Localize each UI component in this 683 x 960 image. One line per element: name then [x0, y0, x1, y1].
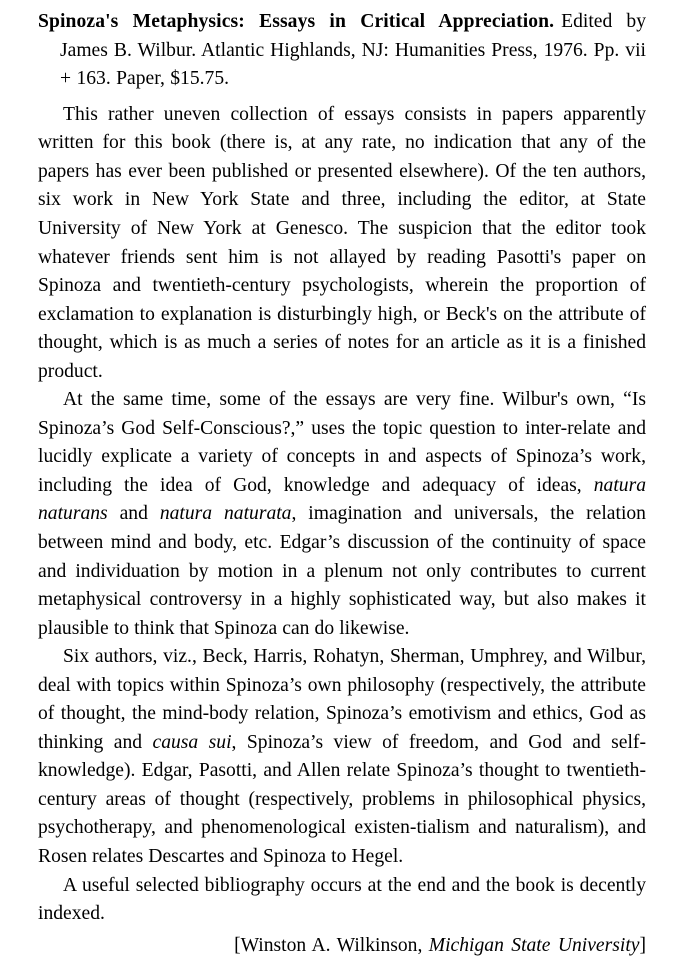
p3-seg-0: Six authors, viz., Beck, Harris, Rohatyn, Sherman, Umphrey, and Wilbur, deal with topics within Spinoza’s own philosophy (respectively, the attribute of thought, the mind-body relation, Spinoza’s emotivism and ethics, God as thinking and [38, 646, 646, 753]
review-paragraph-3 [38, 643, 646, 871]
p3-seg-2: , Spinoza’s view of freedom, and God and self-knowledge). Edgar, Pasotti, and Allen relate Spinoza’s thought to twentieth-century areas of thought (respectively, problems in philosophical physics, psychotherapy, and phenomenological existen-tialism and naturalism), and Rosen relates Descartes and Spinoza to Hegel. [38, 731, 646, 867]
p2-seg-0: At the same time, some of the essays are very fine. Wilbur's own, “Is Spinoza’s God Self-Conscious?,” uses the topic question to inter-relate and lucidly explicate a variety of concepts in and aspects of Spinoza’s work, including the idea of God, knowledge and adequacy of ideas, [38, 389, 646, 496]
latin-phrase-natura-naturata: natura naturata [159, 503, 292, 525]
review-paragraph-1: This rather uneven collection of essays consists in papers apparently written for this book (there is, at any rate, no indication that any of the papers has ever been published or presented elsewhere). Of the ten authors, six work in New York State and three, including the editor, at State University of New York at Genesco. The suspicion that the editor took whatever friends sent him is not allayed by reading Pasotti's paper on Spinoza and twentieth-century psychologists, wherein the proportion of exclamation to explanation is disturbingly high, or Beck's on the attribute of thought, which is as much a series of notes for an article as it is a finished product. [38, 103, 646, 382]
review-paragraph-2 [38, 386, 646, 643]
attribution-open-bracket: [ [234, 934, 241, 956]
p2-seg-2: and [107, 503, 160, 525]
reviewer-attribution [38, 932, 646, 960]
p2-seg-4: , imagination and universals, the relation between mind and body, etc. Edgar’s discussion of the continuity of space and individuation by motion in a plenum not only contributes to current metaphysical controversy in a highly sophisticated way, but also makes it plausible to think that Spinoza can do likewise. [38, 503, 646, 639]
book-title: Spinoza's Metaphysics: Essays in Critical Appreciation. [38, 11, 555, 32]
reviewer-institution: Michigan State University [428, 934, 640, 956]
citation-header [38, 8, 646, 94]
publication-details: Edited by James B. Wilbur. Atlantic Highlands, NJ: Humanities Press, 1976. Pp. vii + 163. Paper, $15.75. [60, 11, 647, 90]
attribution-close-bracket: ] [639, 934, 646, 956]
text-column [38, 8, 646, 960]
latin-phrase-natura-naturans: natura naturans [38, 474, 646, 525]
review-paragraph-4: A useful selected bibliography occurs at the end and the book is decently indexed. [38, 874, 646, 925]
latin-phrase-causa-sui: causa sui [152, 731, 232, 753]
reviewer-name: Winston A. Wilkinson, [240, 934, 423, 956]
